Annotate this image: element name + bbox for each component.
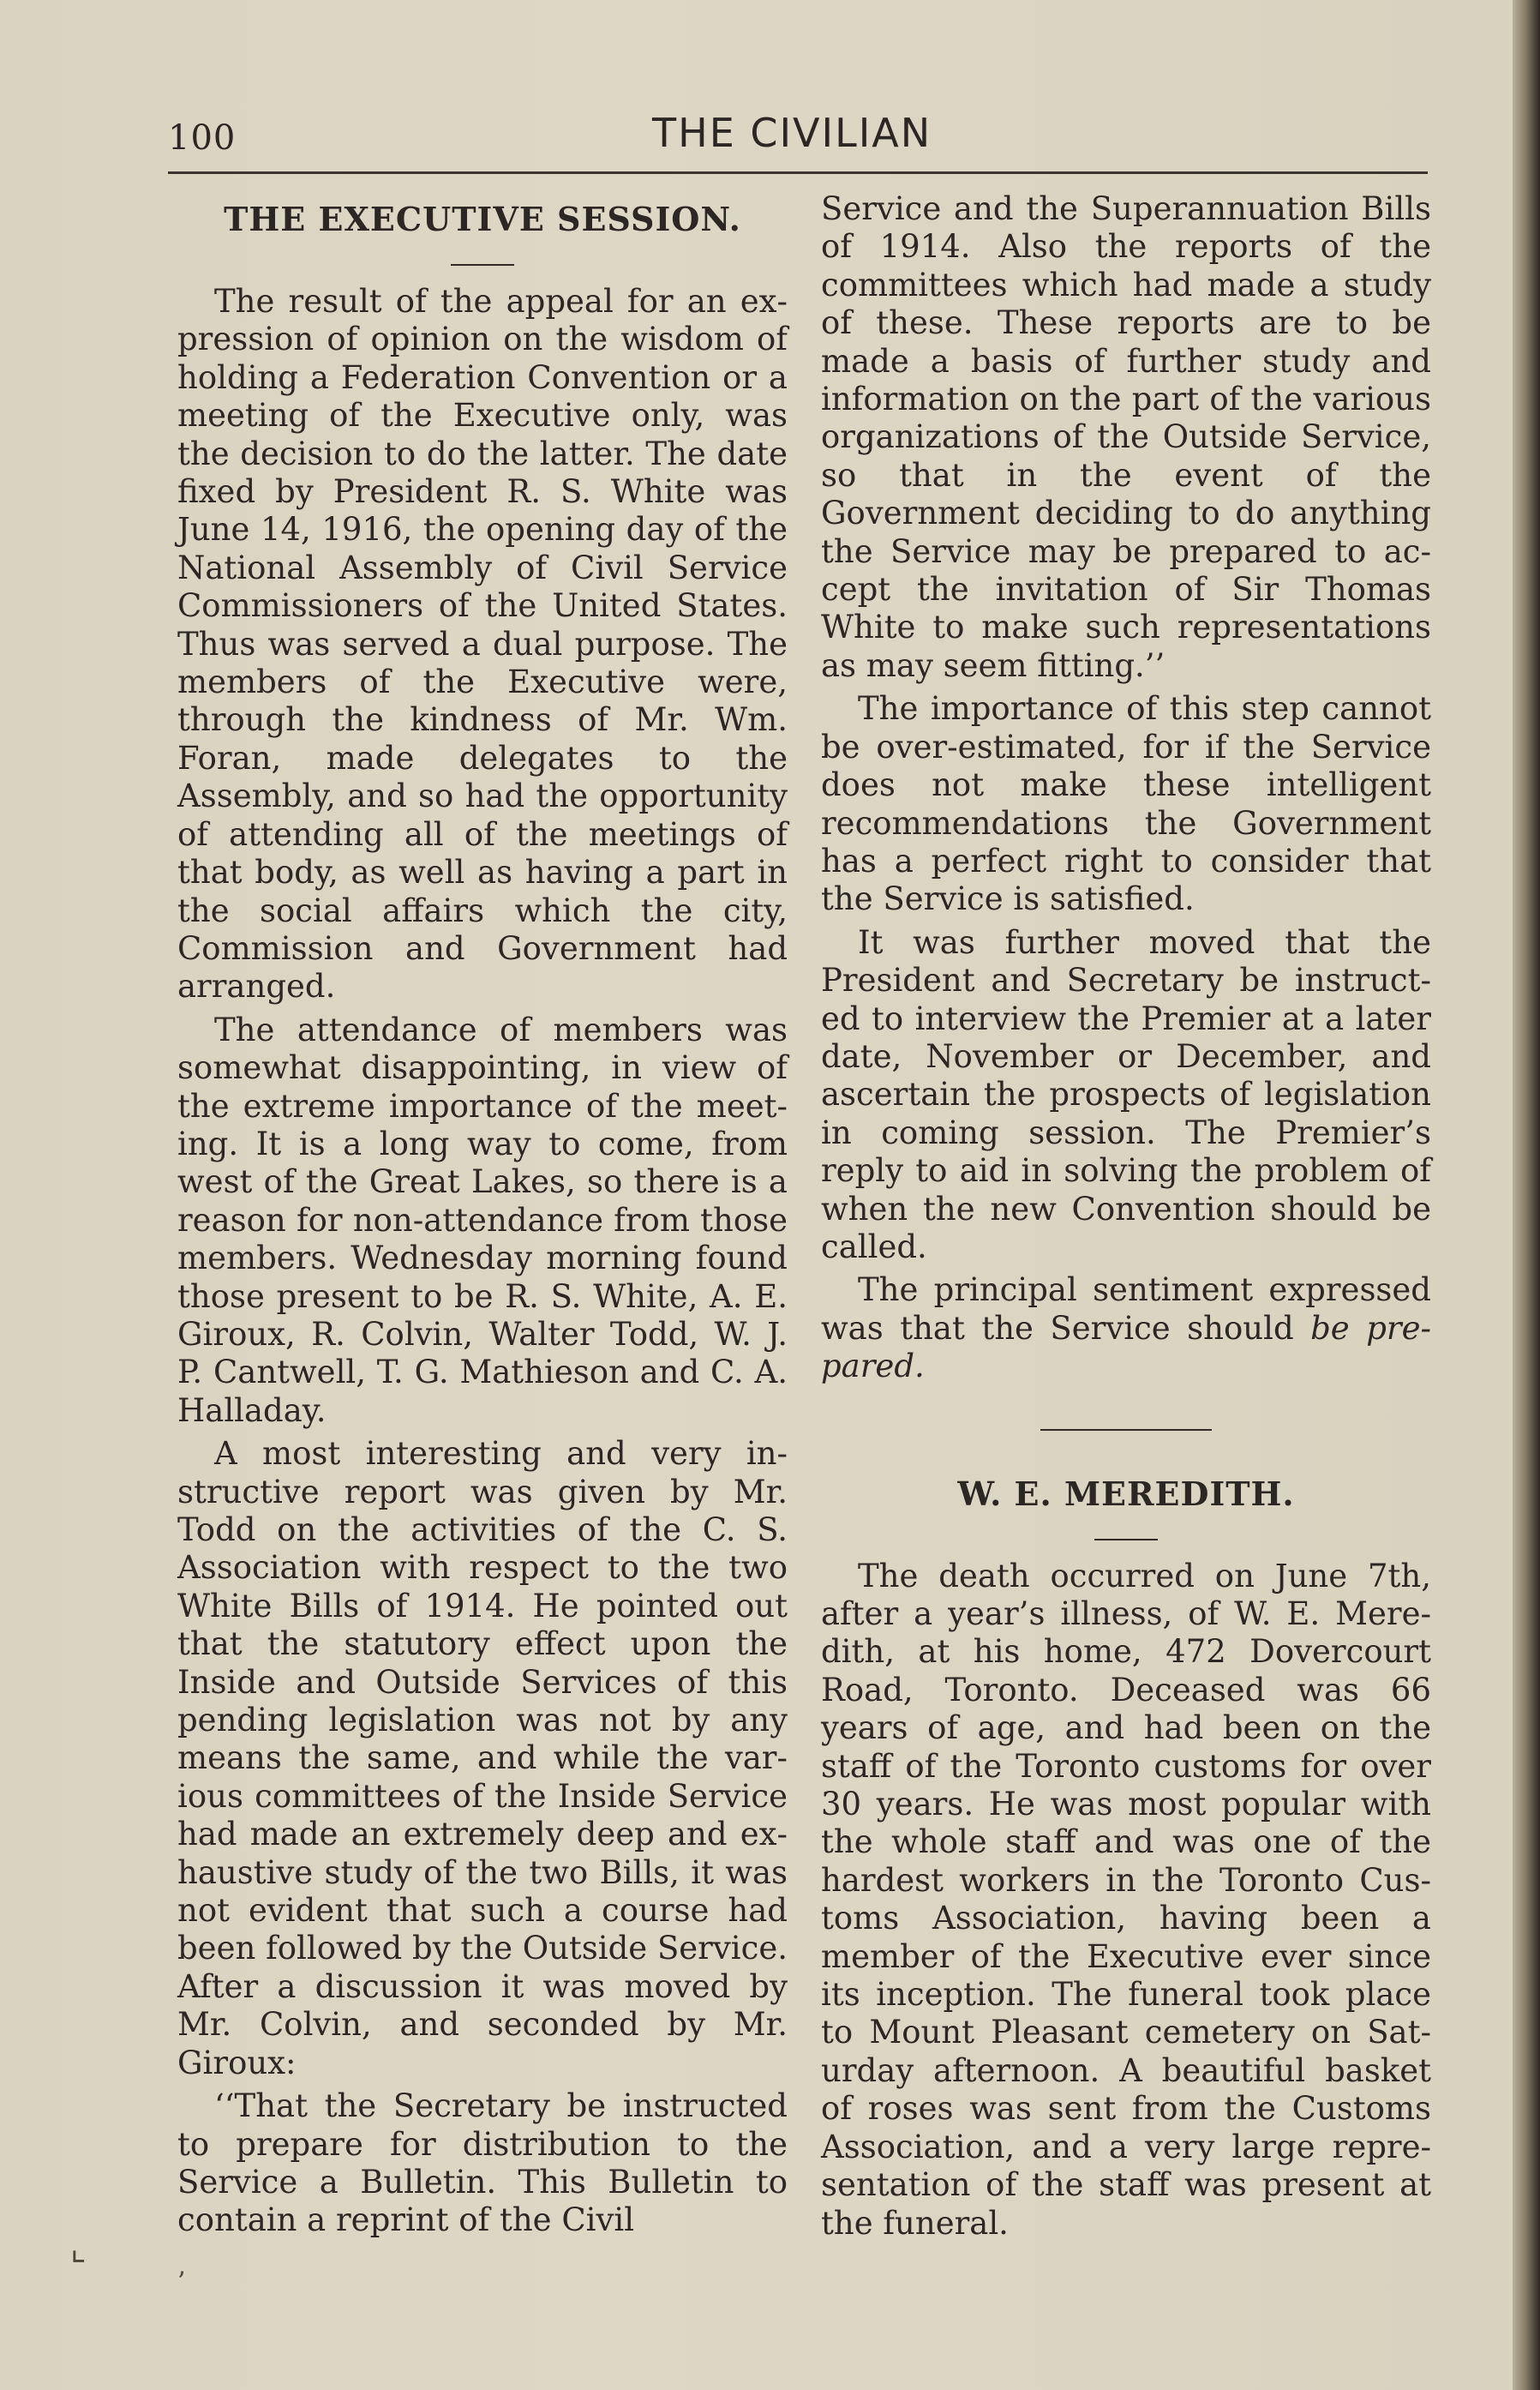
closing-emphasis: be prepared. [821, 1309, 1431, 1385]
right-column [821, 190, 1431, 2243]
article-paragraph: The result of the appeal for an expression of opinion on the wisdom of holding a Federation Convention or a meeting of the Executive only, was the decision to do the latter. The date fixed by President R. S. White was June 14, 1916, the opening day of the National Assembly of Civil Service Commissioners of the United States. Thus was served a dual purpose. The members of the Executive were, through the kindness of Mr. Wm. Foran, made delegates to the Assembly, and so had the opportunity of attending all of the meetings of that body, as well as having a part in the social affairs which the city, Commission and Government had arranged. [177, 283, 788, 1006]
page-edge-shadow [1513, 0, 1540, 2390]
article-paragraph: It was further moved that the President and Secretary be instructed to interview the Premier at a later date, November or December, and ascertain the prospects of legislation in coming session. The Premier’s reply to aid in solving the problem of when the new Convention should be called. [821, 923, 1431, 1265]
section-divider [1040, 1429, 1212, 1431]
obituary-paragraph: The death occurred on June 7th, after a year’s illness, of W. E. Meredith, at his home, 472 Dovercourt Road, Toronto. Deceased was 66 years of age, and had been on the staff of the Toronto customs for over 30 years. He was most popular with the whole staff and was one of the hardest workers in the Toronto Customs Association, having been a member of the Executive ever since its inception. The funeral took place to Mount Pleasant cemetery on Saturday afternoon. A beautiful basket of roses was sent from the Customs Association, and a very large representation of the staff was present at the funeral. [821, 1557, 1431, 2242]
page-number: 100 [168, 118, 237, 158]
margin-mark: ʼ [177, 2267, 185, 2297]
header-rule [168, 171, 1428, 174]
article-paragraph: The importance of this step cannot be over-estimated, for if the Service does not make these intelligent recommendations the Government has a perfect right to consider that the Service is satisfied. [821, 690, 1431, 918]
obituary-title: W. E. MEREDITH. [957, 1474, 1295, 1513]
title-divider [1094, 1539, 1158, 1540]
title-divider [451, 264, 514, 266]
article-paragraph-continued: Service and the Superannuation Bills of 1914. Also the reports of the committees which had made a study of these. These reports are to be made a basis of further study and information on the part of the various organizations of the Outside Service, so that in the event of the Government deciding to do anything the Service may be prepared to accept the invitation of Sir Thomas White to make such representations as may seem fitting.’’ [821, 190, 1431, 684]
article-paragraph: The attendance of members was somewhat disappointing, in view of the extreme importance of the meeting. It is a long way to come, from west of the Great Lakes, so there is a reason for non-attendance from those members. Wednesday morning found those present to be R. S. White, A. E. Giroux, R. Colvin, Walter Todd, W. J. P. Cantwell, T. G. Mathieson and C. A. Halladay. [177, 1011, 788, 1429]
article-title: THE EXECUTIVE SESSION. [224, 200, 741, 238]
margin-mark: ⌞ [70, 2229, 87, 2268]
page-header [168, 110, 1428, 170]
closing-paragraph [821, 1271, 1431, 1385]
quoted-motion: ‘‘That the Secretary be instructed to prepare for distribution to the Service a Bulletin. This Bulletin to contain a reprint of the Civil [177, 2087, 788, 2239]
closing-text: The principal sentiment expressed was that the Service should [821, 1271, 1431, 1347]
article-paragraph: A most interesting and very instructive report was given by Mr. Todd on the activities of the C. S. Association with respect to the two White Bills of 1914. He pointed out that the statutory effect upon the Inside and Outside Services of this pending legislation was not by any means the same, and while the various committees of the Inside Service had made an extremely deep and exhaustive study of the two Bills, it was not evident that such a course had been followed by the Outside Service. After a discussion it was moved by Mr. Colvin, and seconded by Mr. Giroux: [177, 1435, 788, 2081]
running-title: THE CIVILIAN [652, 110, 932, 156]
left-column [177, 190, 788, 2240]
